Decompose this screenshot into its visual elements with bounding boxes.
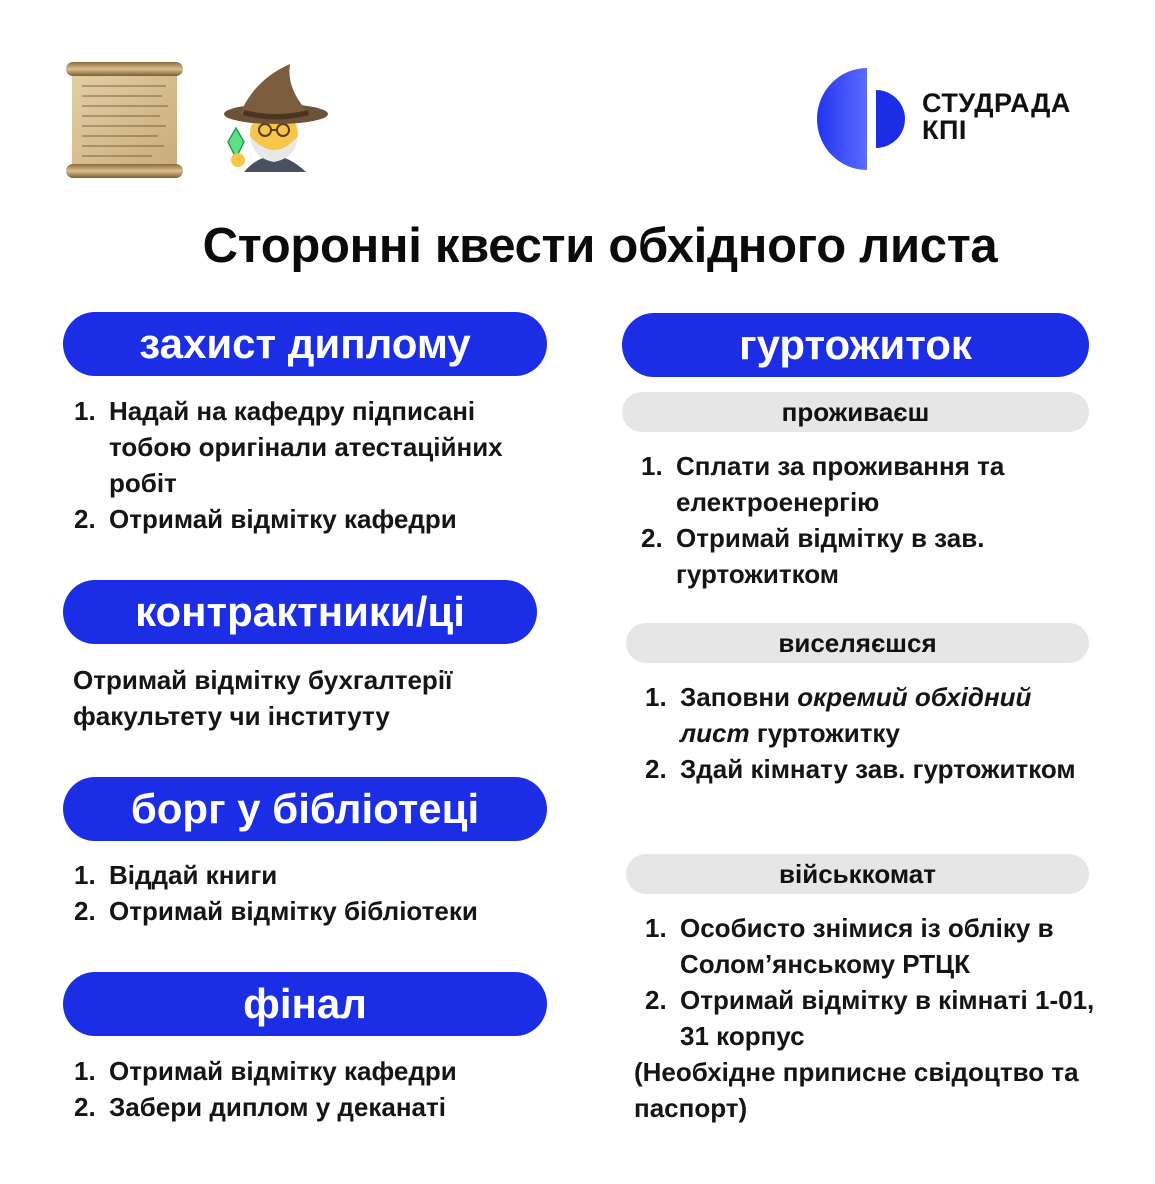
list-item	[645, 679, 1095, 751]
step-number: 1.	[645, 913, 667, 943]
step-text: Отримай відмітку бібліотеки	[109, 896, 478, 926]
moving-out-steps	[645, 679, 1095, 787]
contract-text: Отримай відмітку бухгалтерії факультету чи інституту	[73, 665, 453, 731]
step-number: 2.	[645, 985, 667, 1015]
section-final-header: фінал	[63, 972, 547, 1036]
list-item	[645, 751, 1095, 787]
scroll-icon	[62, 60, 187, 182]
military-note: (Необхідне приписне свідоцтво та паспорт)	[634, 1057, 1079, 1123]
step-text: Віддай книги	[109, 860, 278, 890]
step-text: Надай на кафедру підписані тобою оригінали атестаційних робіт	[109, 396, 503, 498]
list-item	[74, 1053, 544, 1089]
list-item	[641, 520, 1091, 592]
step-number: 1.	[74, 1056, 96, 1086]
final-steps	[74, 1053, 544, 1125]
subsection-moving-out-header: виселяєшся	[626, 623, 1089, 663]
step-text: Отримай відмітку в кімнаті 1-01, 31 корпус	[680, 985, 1095, 1051]
list-item	[74, 857, 544, 893]
subsection-military-header: військкомат	[626, 854, 1089, 894]
section-contract-header: контрактники/ці	[63, 580, 537, 644]
step-text-part: гуртожитку	[749, 718, 900, 748]
list-item	[645, 982, 1095, 1054]
step-number: 2.	[74, 1092, 96, 1122]
section-dormitory-header: гуртожиток	[622, 313, 1089, 377]
list-item	[641, 448, 1091, 520]
step-text-emphasis: окремий обхідний лист	[680, 682, 1032, 748]
military-steps	[645, 910, 1095, 1054]
step-number: 1.	[641, 451, 663, 481]
step-number: 2.	[74, 504, 96, 534]
subsection-living-header: проживаєш	[622, 392, 1089, 432]
diploma-steps	[74, 393, 544, 537]
section-diploma-header: захист диплому	[63, 312, 547, 376]
step-text: Особисто знімися із обліку в Солом’янському РТЦК	[680, 913, 1054, 979]
step-text: Здай кімнату зав. гуртожитком	[680, 754, 1076, 784]
step-number: 1.	[74, 396, 96, 426]
living-steps	[641, 448, 1091, 592]
step-number: 2.	[641, 523, 663, 553]
list-item	[74, 501, 544, 537]
studrada-logo-text	[922, 90, 1122, 144]
step-text: Отримай відмітку в зав. гуртожитком	[676, 523, 985, 589]
step-text: Забери диплом у деканаті	[109, 1092, 446, 1122]
section-library-header: борг у бібліотеці	[63, 777, 547, 841]
step-number: 1.	[645, 682, 667, 712]
wizard-icon	[214, 62, 329, 182]
list-item	[645, 910, 1095, 982]
logo-line-2: КПІ	[922, 115, 967, 145]
page-title: Сторонні квести обхідного листа	[202, 219, 998, 273]
step-text: Отримай відмітку кафедри	[109, 504, 457, 534]
step-number: 1.	[74, 860, 96, 890]
list-item	[74, 1089, 544, 1125]
step-number: 2.	[645, 754, 667, 784]
list-item	[74, 893, 544, 929]
step-text: Сплати за проживання та електроенергію	[676, 451, 1005, 517]
step-text-part: Заповни	[680, 682, 798, 712]
logo-line-1: СТУДРАДА	[922, 88, 1071, 118]
step-text: Отримай відмітку кафедри	[109, 1056, 457, 1086]
step-number: 2.	[74, 896, 96, 926]
library-steps	[74, 857, 544, 929]
list-item	[74, 393, 544, 501]
studrada-logo-icon	[816, 68, 916, 170]
